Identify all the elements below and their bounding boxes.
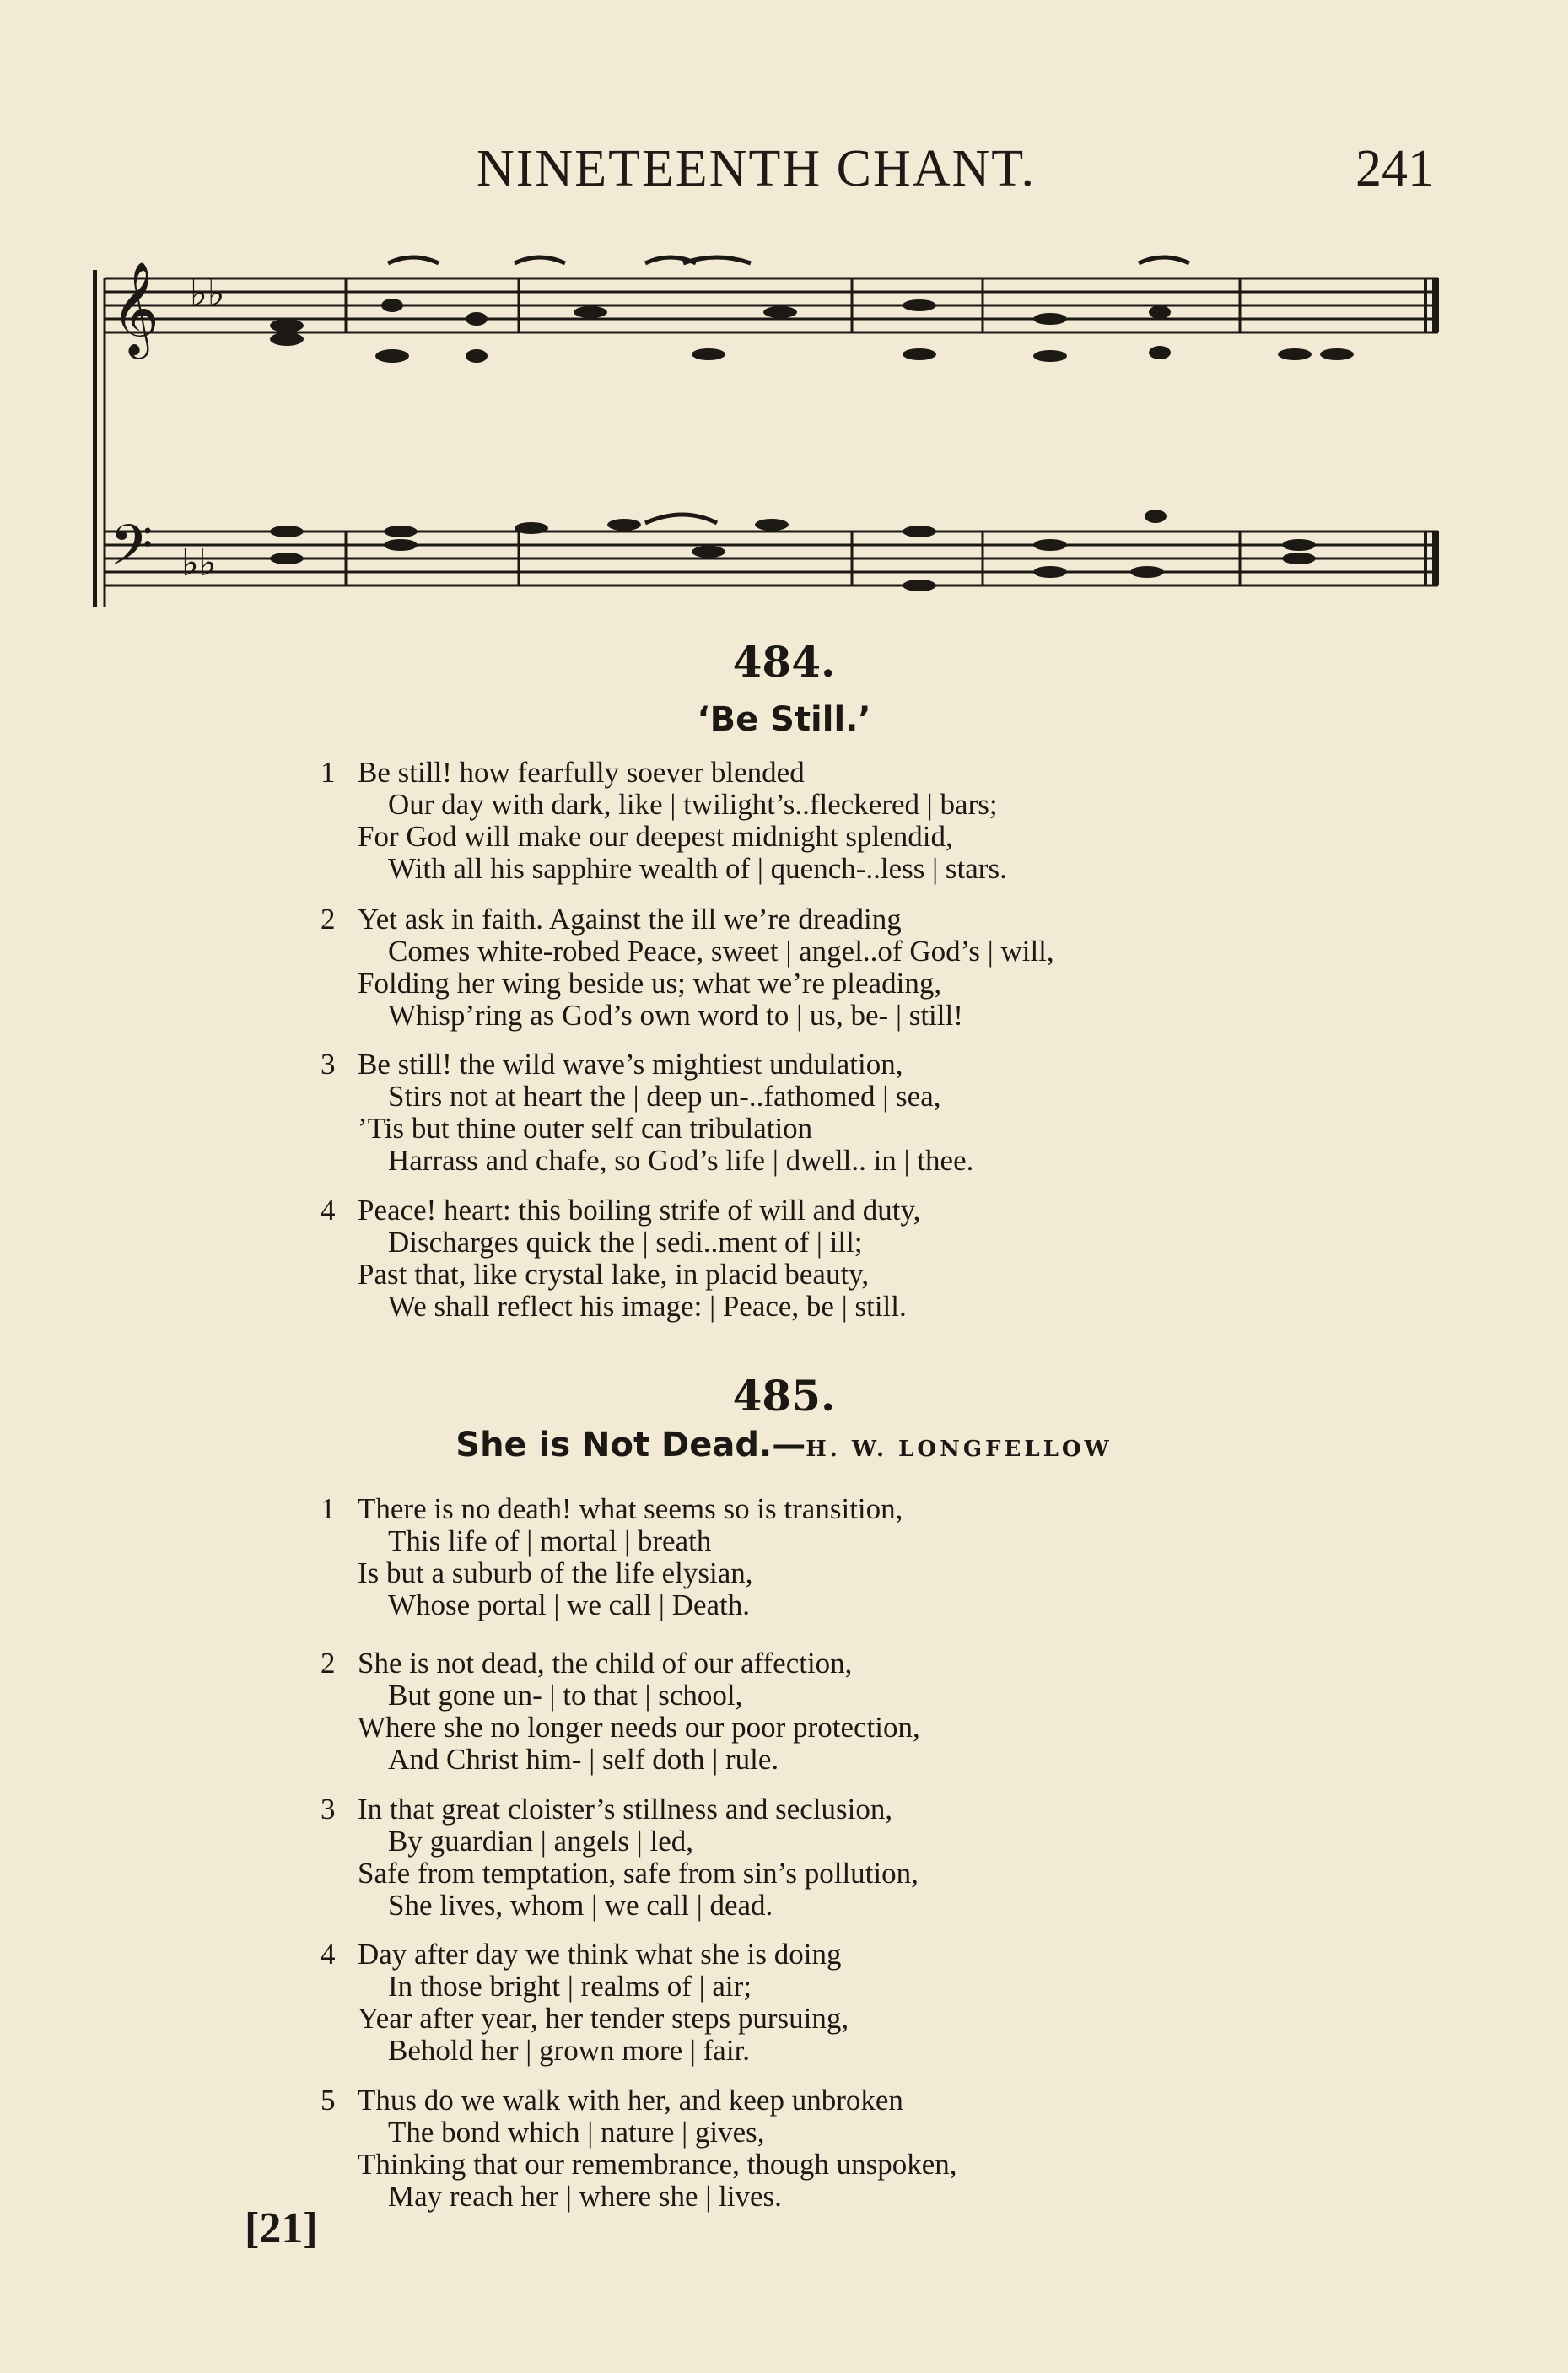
hymn-title: ‘Be Still.’ (697, 700, 871, 739)
verse-line: Past that, like crystal lake, in placid beauty, (358, 1258, 870, 1291)
stanza (321, 1493, 903, 1621)
stanza-number: 3 (321, 1793, 336, 1826)
stanza (321, 1793, 919, 1922)
verse-line: Be still! how fearfully soever blended (358, 756, 805, 789)
svg-text:𝄞: 𝄞 (111, 261, 159, 355)
stanza-number: 1 (321, 1492, 336, 1525)
svg-text:𝄢: 𝄢 (110, 513, 154, 591)
hymn-title-text: She is Not Dead.— (455, 1426, 806, 1464)
stanza-number: 3 (321, 1048, 336, 1081)
verse-line: Year after year, her tender steps pursuing, (358, 2002, 849, 2035)
stanza-number: 4 (321, 1194, 336, 1227)
verse-line: Harrass and chafe, so God’s life | dwell.. in | thee. (388, 1144, 974, 1177)
stanza-number: 2 (321, 903, 336, 936)
hymn-title (0, 1426, 1568, 1464)
stanza (321, 757, 1007, 885)
verse-line: In that great cloister’s stillness and seclusion, (358, 1793, 893, 1826)
stanza-number: 5 (321, 2084, 336, 2117)
verse-line: But gone un- | to that | school, (388, 1679, 743, 1712)
verse-line: With all his sapphire wealth of | quench-..less | stars. (388, 852, 1007, 885)
verse-line: Whisp’ring as God’s own word to | us, be- | still! (388, 999, 963, 1032)
stanza-number: 4 (321, 1938, 336, 1971)
running-title: NINETEENTH CHANT. (477, 140, 1037, 197)
verse-line: May reach her | where she | lives. (388, 2180, 782, 2213)
verse-line: And Christ him- | self doth | rule. (388, 1743, 779, 1776)
verse-line: Our day with dark, like | twilight’s..fleckered | bars; (388, 788, 998, 821)
signature-mark: [21] (245, 2204, 318, 2252)
stanza (321, 1195, 920, 1323)
hymn-number: 484. (732, 637, 836, 687)
svg-text:♭♭: ♭♭ (190, 272, 225, 315)
stanza-number: 2 (321, 1647, 336, 1680)
verse-line: In those bright | realms of | air; (388, 1970, 752, 2003)
verse-line: Is but a suburb of the life elysian, (358, 1556, 753, 1589)
chant-score-icon (93, 245, 1442, 616)
stanza (321, 903, 1054, 1032)
verse-line: Safe from temptation, safe from sin’s pollution, (358, 1857, 919, 1890)
stanza (321, 1648, 920, 1776)
verse-line: Day after day we think what she is doing (358, 1938, 842, 1971)
verse-line: She lives, whom | we call | dead. (388, 1889, 773, 1922)
stanza-number: 1 (321, 756, 336, 789)
verse-line: She is not dead, the child of our affection, (358, 1647, 853, 1680)
verse-line: The bond which | nature | gives, (388, 2116, 765, 2149)
verse-line: Behold her | grown more | fair. (388, 2034, 751, 2067)
verse-line: Thinking that our remembrance, though unspoken, (358, 2148, 957, 2181)
svg-text:♭♭: ♭♭ (181, 542, 217, 585)
verse-line: ’Tis but thine outer self can tribulation (358, 1112, 813, 1145)
hymn-number: 485. (732, 1371, 836, 1421)
verse-line: Stirs not at heart the | deep un-..fathomed | sea, (388, 1080, 941, 1113)
page-number: 241 (1355, 140, 1434, 197)
verse-line: Folding her wing beside us; what we’re pleading, (358, 967, 942, 1000)
verse-line: Peace! heart: this boiling strife of will and duty, (358, 1194, 921, 1227)
hymn-author: H. W. LONGFELLOW (806, 1437, 1113, 1462)
stanza (321, 2084, 957, 2213)
verse-line: This life of | mortal | breath (388, 1524, 712, 1557)
verse-line: We shall reflect his image: | Peace, be | still. (388, 1290, 907, 1323)
stanza (321, 1939, 849, 2067)
verse-line: Discharges quick the | sedi..ment of | ill; (388, 1226, 863, 1259)
stanza (321, 1049, 973, 1177)
verse-line: There is no death! what seems so is transition, (358, 1492, 903, 1525)
verse-line: Where she no longer needs our poor protection, (358, 1711, 920, 1744)
verse-line: Yet ask in faith. Against the ill we’re dreading (358, 903, 902, 936)
verse-line: Thus do we walk with her, and keep unbroken (358, 2084, 903, 2117)
verse-line: Be still! the wild wave’s mightiest undulation, (358, 1048, 903, 1081)
verse-line: By guardian | angels | led, (388, 1825, 693, 1858)
verse-line: For God will make our deepest midnight splendid, (358, 820, 953, 853)
verse-line: Comes white-robed Peace, sweet | angel..of God’s | will, (388, 935, 1054, 968)
verse-line: Whose portal | we call | Death. (388, 1588, 750, 1621)
